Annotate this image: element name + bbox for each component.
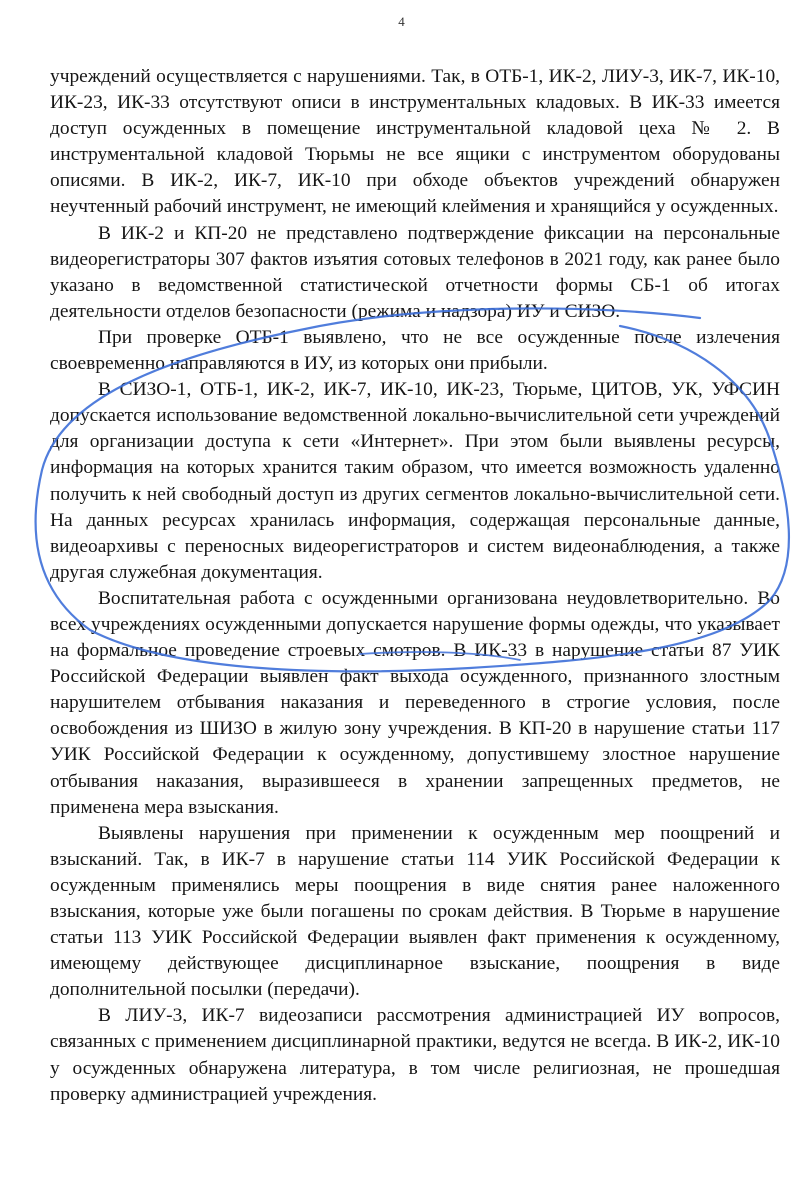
page-number: 4 bbox=[398, 14, 405, 29]
paragraph-tool-storage: учреждений осуществляется с нарушениями. Так, в ОТБ-1, ИК-2, ЛИУ-3, ИК-7, ИК-10, ИК-23, ИК-33 отсутствуют описи в инструментальных кладовых. В ИК-33 имеется доступ осужденных в помещение инструментальной кладовой цеха № 2. В инструментальной кладовой Тюрьмы не все ящики с инструментом оборудованы описями. В ИК-2, ИК-7, ИК-10 при обходе объектов учреждений обнаружен неучтенный рабочий инструмент, не имеющий клеймения и хранящийся у осужденных. bbox=[50, 66, 780, 218]
paragraph-otb1-inspection: При проверке ОТБ-1 выявлено, что не все осужденные после излечения своевременно направляются в ИУ, из которых они прибыли. bbox=[50, 326, 780, 375]
paragraph-educational-work: Воспитательная работа с осужденными организована неудовлетворительно. Во всех учреждениях осужденными допускается нарушение формы одежды, что указывает на формальное проведение строевых смотров. В ИК-33 в нарушение статьи 87 УИК Российской Федерации выявлен факт выхода осужденного, признанного злостным нарушителем отбывания наказания и переведенного в строгие условия, после освобождения из ШИЗО в жилую зону учреждения. В КП-20 в нарушение статьи 117 УИК Российской Федерации к осужденному, допустившему злостное нарушение отбывания наказания, выразившееся в хранении запрещенных предметов, не применена мера взыскания. bbox=[50, 587, 780, 818]
paragraph-video-records: В ЛИУ-3, ИК-7 видеозаписи рассмотрения администрацией ИУ вопросов, связанных с применением дисциплинарной практики, ведутся не всегда. В ИК-2, ИК-10 у осужденных обнаружена литература, в том числе религиозная, не прошедшая проверку администрацией учреждения. bbox=[50, 1005, 780, 1105]
paragraph-network-access: В СИЗО-1, ОТБ-1, ИК-2, ИК-7, ИК-10, ИК-23, Тюрьме, ЦИТОВ, УК, УФСИН допускается использование ведомственной локально-вычислительной сети учреждений для организации доступа к сети «Интернет». При этом были выявлены ресурсы, информация на которых хранится таким образом, что имеется возможность удаленно получить к ней свободный доступ из других сегментов локально-вычислительной сети. На данных ресурсах хранилась информация, содержащая персональные данные, видеоархивы с переносных видеорегистраторов и систем видеонаблюдения, а также другая служебная документация. bbox=[50, 379, 780, 583]
paragraph-incentives-penalties: Выявлены нарушения при применении к осужденным мер поощрений и взысканий. Так, в ИК-7 в нарушение статьи 114 УИК Российской Федерации к осужденным применялись меры поощрения в виде снятия ранее наложенного взыскания, которые уже были погашены по срокам действия. В Тюрьме в нарушение статьи 113 УИК Российской Федерации выявлен факт применения к осужденному, имеющему действующее дисциплинарное взыскание, поощрения в виде дополнительной посылки (передачи). bbox=[50, 822, 780, 1001]
document-body bbox=[50, 64, 780, 1108]
paragraph-video-recorders: В ИК-2 и КП-20 не представлено подтверждение фиксации на персональные видеорегистраторы 307 фактов изъятия сотовых телефонов в 2021 году, как ранее было указано в ведомственной статистической отчетности формы СБ-1 об итогах деятельности отделов безопасности (режима и надзора) ИУ и СИЗО. bbox=[50, 222, 780, 322]
